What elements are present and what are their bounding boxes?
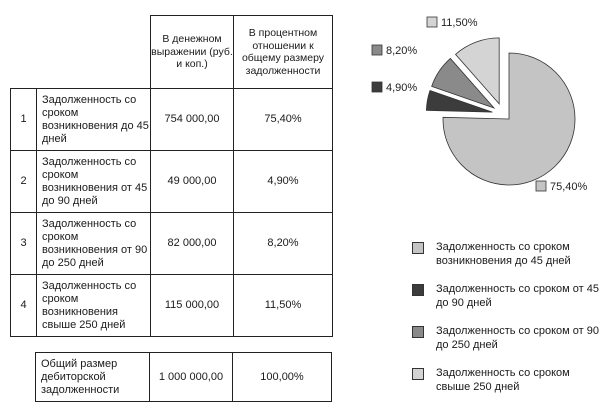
- header-percent: В процентном отношении к общему размеру задолженности: [234, 16, 333, 89]
- pie-data-label: 8,20%: [386, 45, 418, 57]
- row-description: Задолженность со сроком возникновения свыше 250 дней: [37, 275, 151, 337]
- pie-slices: [426, 38, 575, 185]
- legend-swatch: [412, 326, 424, 338]
- chart-legend: [412, 240, 600, 408]
- row-money: 754 000,00: [151, 89, 234, 151]
- row-number: 2: [11, 151, 37, 213]
- row-percent: 75,40%: [234, 89, 333, 151]
- row-description: Задолженность со сроком возникновения от 45 до 90 дней: [37, 151, 151, 213]
- header-money: В денежном выражении (руб. и коп.): [151, 16, 234, 89]
- legend-label: Задолженность со сроком возникновения до 45 дней: [436, 241, 571, 267]
- row-percent: 4,90%: [234, 151, 333, 213]
- total-money: 1 000 000,00: [150, 353, 233, 402]
- row-description: Задолженность со сроком возникновения от 90 до 250 дней: [37, 213, 151, 275]
- legend-label: Задолженность со сроком свыше 250 дней: [436, 367, 570, 393]
- pie-label-swatch: [372, 82, 382, 92]
- legend-item: [412, 324, 600, 352]
- row-number: 4: [11, 275, 37, 337]
- row-money: 115 000,00: [151, 275, 234, 337]
- legend-swatch: [412, 242, 424, 254]
- total-description: Общий размер дебиторской задолженности: [36, 353, 150, 402]
- legend-item: [412, 282, 600, 310]
- row-percent: 11,50%: [234, 275, 333, 337]
- legend-label: Задолженность со сроком от 45 до 90 дней: [436, 283, 599, 309]
- pie-data-label: 75,40%: [550, 181, 588, 193]
- pie-data-label: 4,90%: [386, 82, 418, 94]
- pie-label-swatch: [427, 17, 437, 27]
- row-number: 3: [11, 213, 37, 275]
- row-percent: 8,20%: [234, 213, 333, 275]
- row-number: 1: [11, 89, 37, 151]
- pie-label-swatch: [372, 45, 382, 55]
- legend-item: [412, 240, 600, 268]
- legend-label: Задолженность со сроком от 90 до 250 дней: [436, 325, 599, 351]
- legend-swatch: [412, 368, 424, 380]
- row-description: Задолженность со сроком возникновения до 45 дней: [37, 89, 151, 151]
- pie-label-swatch: [536, 181, 546, 191]
- row-money: 49 000,00: [151, 151, 234, 213]
- legend-swatch: [412, 284, 424, 296]
- total-percent: 100,00%: [233, 353, 332, 402]
- legend-item: [412, 366, 600, 394]
- pie-data-label: 11,50%: [441, 17, 478, 29]
- row-money: 82 000,00: [151, 213, 234, 275]
